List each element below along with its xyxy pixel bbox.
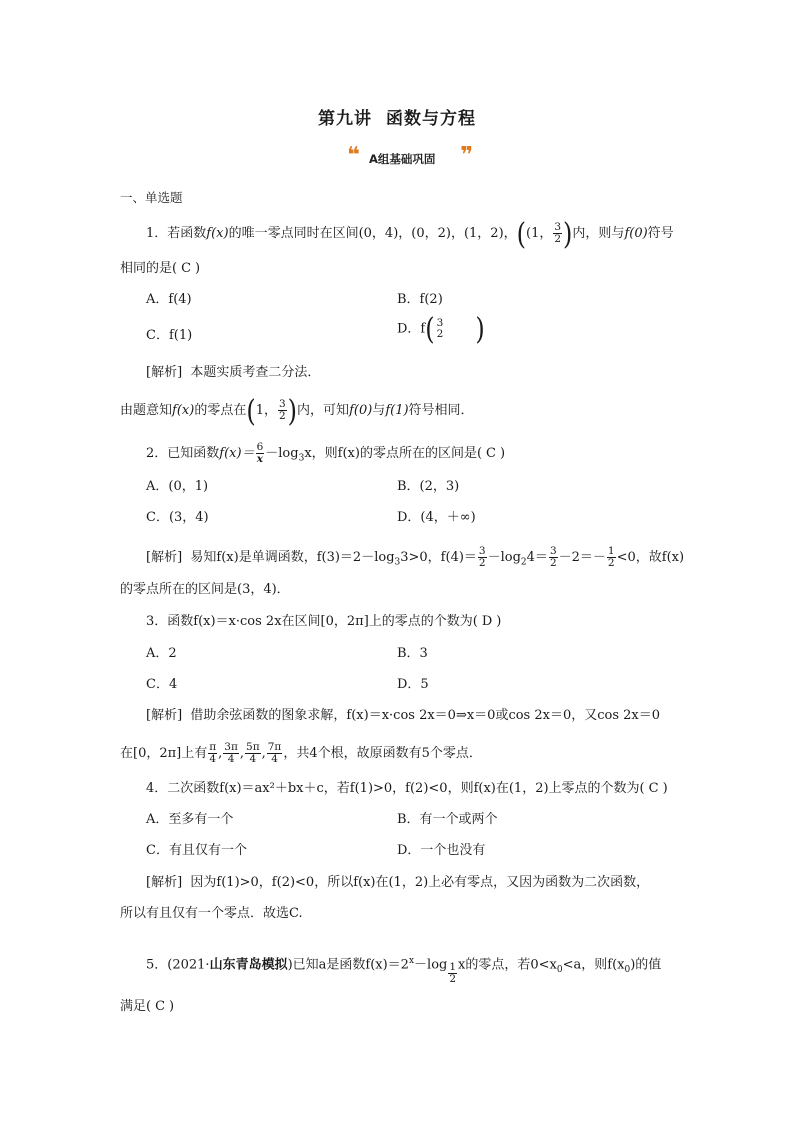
q3-stem bbox=[146, 613, 501, 631]
q1-an-f0: f(0) bbox=[349, 403, 373, 418]
q3-option-a: A．2 bbox=[146, 646, 177, 661]
q2-an-a: 易知f(x)是单调函数，f(3)＝2－log bbox=[190, 550, 395, 565]
analysis-tag-4: [解析] bbox=[146, 875, 183, 890]
q5-sub0b: 0 bbox=[624, 964, 631, 975]
q5-stem-line2 bbox=[120, 998, 174, 1016]
q5-close: ) bbox=[169, 999, 175, 1014]
q1-an-fraction bbox=[278, 399, 287, 422]
q1-an-frac-num: 3 bbox=[278, 398, 286, 410]
q2-stem-b: －log bbox=[265, 446, 299, 461]
q3-frac-3pi bbox=[223, 742, 239, 765]
q5-stem-b: )已知a是函数f(x)＝2 bbox=[287, 957, 409, 973]
q3-frac-7pi-num: 7π bbox=[267, 741, 282, 753]
q1-an-close-paren: ) bbox=[287, 393, 298, 428]
q4-stem bbox=[146, 780, 668, 798]
q2-an-base: 3 bbox=[394, 557, 401, 568]
q2-an-e: －2＝－ bbox=[558, 550, 606, 565]
q1-stem-c: 内，则与 bbox=[572, 226, 625, 241]
q1-int-left: (1， bbox=[526, 226, 553, 241]
analysis-tag-2: [解析] bbox=[146, 550, 183, 565]
q2-analysis-line2: 的零点所在的区间是(3，4)． bbox=[120, 582, 290, 597]
q3-analysis-line2: 在[0，2π]上有 $\frac{\pi}{4}$ , $\frac{3\pi}{4}$ , $\frac{5\pi}{4}$ , $\frac{7\pi}{4}$ ，共4个根，故原函数有5个零点． bbox=[120, 741, 482, 765]
q1-option-c: C．f(1) bbox=[146, 328, 193, 343]
q1-analysis bbox=[146, 364, 320, 382]
q1-f0: f(0) bbox=[624, 226, 648, 241]
q1-d-frac-den: 2 bbox=[436, 328, 444, 340]
q5-answer: C bbox=[155, 999, 166, 1014]
q1-an-frac-den: 2 bbox=[278, 410, 286, 422]
q1-d-fraction bbox=[436, 318, 445, 340]
q4-option-b: B．有一个或两个 bbox=[397, 812, 498, 827]
q4-an1: 因为f(1)>0，f(2)<0，所以f(x)在(1，2)上必有零点，又因为函数为二次函数， bbox=[190, 875, 650, 890]
analysis-tag-3: [解析] bbox=[146, 708, 183, 723]
q3-frac-3pi-num: 3π bbox=[224, 741, 238, 753]
q1-line2: 相同的是( bbox=[120, 261, 178, 276]
q2-answer: C bbox=[486, 446, 496, 461]
q2-an-f: <0，故f(x) bbox=[616, 550, 685, 565]
q3-frac-pi-num: π bbox=[209, 741, 217, 753]
q5-source: 山东青岛模拟 bbox=[209, 957, 288, 973]
q5-log-base bbox=[448, 962, 457, 985]
q2-an-d: 4＝ bbox=[526, 550, 548, 565]
q2-stem-d: f(x)的零点所在的区间是( bbox=[337, 446, 483, 461]
q1-stem-a: 1．若函数 bbox=[146, 226, 207, 241]
q2-frac-den: x bbox=[256, 453, 264, 465]
q2-an-frac1 bbox=[478, 546, 487, 569]
lecture-number: 第九讲 bbox=[318, 109, 372, 129]
q2-analysis bbox=[146, 546, 684, 572]
q1-d-frac-num: 3 bbox=[436, 317, 444, 329]
q1-an-fx: f(x) bbox=[172, 403, 195, 418]
q3-an2a: 在[0，2π]上有 bbox=[120, 746, 208, 761]
q2-stem-a: 2．已知函数 bbox=[146, 446, 220, 461]
q1-frac-num: 3 bbox=[554, 221, 562, 233]
q4-close: ) bbox=[662, 781, 668, 796]
q3-frac-pi-den: 4 bbox=[209, 753, 217, 765]
q2-fraction bbox=[256, 442, 265, 465]
q1-open-paren: ( bbox=[516, 216, 527, 251]
q2-close: ) bbox=[499, 446, 506, 461]
q2-an-frac3-num: 1 bbox=[607, 545, 615, 557]
q1-d-pre: D．f bbox=[397, 321, 426, 337]
q4-option-c: C．有且仅有一个 bbox=[146, 843, 247, 858]
q1-fraction bbox=[553, 222, 562, 245]
q1-option-a: A．f(4) bbox=[146, 292, 192, 307]
q5-sup: x bbox=[408, 956, 415, 966]
q3-option-b: B．3 bbox=[397, 646, 428, 661]
q2-an-c: －log bbox=[487, 550, 521, 565]
q2-an-frac2-num: 3 bbox=[549, 545, 557, 557]
q1-an2a: 由题意知 bbox=[120, 403, 173, 418]
q1-an2d: 与 bbox=[372, 403, 386, 418]
q5-stem bbox=[146, 952, 661, 985]
q1-analysis-line2: 由题意知f(x)的零点在(1， $\frac{3}{2}$ )内，可知f(0)与f(1)符号相同． bbox=[120, 393, 474, 428]
close-quote-icon: ❞ bbox=[460, 143, 473, 168]
q1-d-close-paren: ) bbox=[475, 311, 485, 347]
q5-stem-a: 5．(2021· bbox=[146, 957, 210, 973]
q2-an-frac2-den: 2 bbox=[549, 557, 557, 569]
group-banner bbox=[347, 143, 473, 168]
q3-answer: D bbox=[481, 614, 493, 629]
q3-frac-7pi bbox=[267, 742, 283, 765]
q3-frac-pi bbox=[208, 742, 217, 765]
analysis-tag: [解析] bbox=[146, 365, 183, 380]
q1-stem-d: 符号 bbox=[647, 226, 674, 241]
q4-option-a: A．至多有一个 bbox=[146, 812, 234, 827]
q2-base: 3 bbox=[298, 453, 305, 464]
q3-frac-7pi-den: 4 bbox=[271, 753, 278, 765]
section-heading: 一、单选题 bbox=[120, 190, 183, 205]
q1-analysis1: 本题实质考查二分法． bbox=[190, 365, 321, 380]
q5-stem-f: )的值 bbox=[630, 957, 662, 973]
q1-option-d bbox=[397, 311, 485, 347]
q1-an-f1: f(1) bbox=[385, 403, 409, 418]
q4-stem-text: 4．二次函数f(x)＝ax²＋bx＋c，若f(1)>0，f(2)<0，则f(x)在(1，2)上零点的个数为( bbox=[146, 781, 645, 796]
q2-an-sub2: 2 bbox=[520, 557, 527, 568]
q4-analysis-line2: 所以有且仅有一个零点．故选C. bbox=[120, 906, 303, 921]
group-banner-label: A组基础巩固 bbox=[369, 152, 436, 166]
q5-base-num: 1 bbox=[449, 961, 457, 974]
page-title bbox=[0, 104, 794, 129]
q3-option-d: D．5 bbox=[397, 677, 429, 692]
open-quote-icon: ❝ bbox=[347, 143, 360, 168]
q4-option-d: D．一个也没有 bbox=[397, 843, 486, 858]
q1-an2b: 的零点在 bbox=[194, 403, 247, 418]
q3-stem-text: 3．函数f(x)＝x·cos 2x在区间[0，2π]上的零点的个数为( bbox=[146, 614, 478, 629]
q3-an2b: ，共4个根，故原函数有5个零点． bbox=[283, 746, 482, 761]
q2-an-frac1-num: 3 bbox=[478, 545, 486, 557]
q1-fx: f(x) bbox=[206, 226, 229, 241]
q2-an-frac3-den: 2 bbox=[607, 557, 615, 569]
q3-frac-5pi bbox=[245, 742, 261, 765]
q1-stem bbox=[146, 216, 674, 251]
q1-answer: C bbox=[181, 261, 192, 276]
q5-stem-c: －log bbox=[414, 957, 448, 973]
q3-option-c: C．4 bbox=[146, 677, 178, 692]
q4-answer: C bbox=[648, 781, 659, 796]
q1-d-open-paren: ( bbox=[425, 311, 435, 347]
q1-an2e: 符号相同． bbox=[408, 403, 474, 418]
q3-frac-3pi-den: 4 bbox=[227, 753, 235, 765]
q3-frac-5pi-den: 4 bbox=[249, 753, 257, 765]
q1-stem-line2 bbox=[120, 260, 200, 278]
q1-stem-b: 的唯一零点同时在区间(0，4)，(0，2)，(1，2)， bbox=[228, 226, 517, 241]
q2-eq: f(x)＝ bbox=[219, 446, 255, 461]
q2-an-frac3 bbox=[607, 546, 616, 569]
q3-close: ) bbox=[496, 614, 502, 629]
q1-close: ) bbox=[195, 261, 201, 276]
q1-frac-den: 2 bbox=[554, 233, 562, 245]
q2-an-b: 3>0，f(4)＝ bbox=[400, 550, 477, 565]
q2-stem-c: x，则 bbox=[304, 446, 338, 461]
q5-base-den: 2 bbox=[449, 973, 457, 986]
q5-line2: 满足( bbox=[120, 999, 152, 1014]
q5-stem-d: x的零点，若0<x bbox=[458, 957, 557, 973]
q4-analysis bbox=[146, 874, 649, 892]
q3-an1: 借助余弦函数的图象求解，f(x)＝x·cos 2x＝0⇒x＝0或cos 2x＝0，又cos 2x＝0 bbox=[190, 708, 661, 723]
q2-an-frac1-den: 2 bbox=[478, 557, 486, 569]
q3-frac-5pi-num: 5π bbox=[246, 741, 260, 753]
q1-option-b: B．f(2) bbox=[397, 292, 443, 307]
q1-an-open-paren: ( bbox=[246, 393, 256, 428]
q5-stem-e: <a，则f(x bbox=[562, 957, 625, 973]
q2-frac-num: 6 bbox=[256, 441, 264, 453]
q2-option-d: D．(4，＋∞) bbox=[397, 510, 476, 525]
q1-close-paren: ) bbox=[563, 216, 573, 251]
q2-option-b: B．(2，3) bbox=[397, 479, 460, 494]
q2-stem bbox=[146, 442, 505, 468]
q2-option-a: A．(0，1) bbox=[146, 479, 209, 494]
q3-analysis bbox=[146, 707, 660, 725]
q2-option-c: C．(3，4) bbox=[146, 510, 209, 525]
q5-sub0: 0 bbox=[556, 964, 563, 975]
q2-an-frac2 bbox=[549, 546, 558, 569]
q1-an2c: 内，可知 bbox=[297, 403, 350, 418]
lecture-topic: 函数与方程 bbox=[386, 109, 476, 129]
